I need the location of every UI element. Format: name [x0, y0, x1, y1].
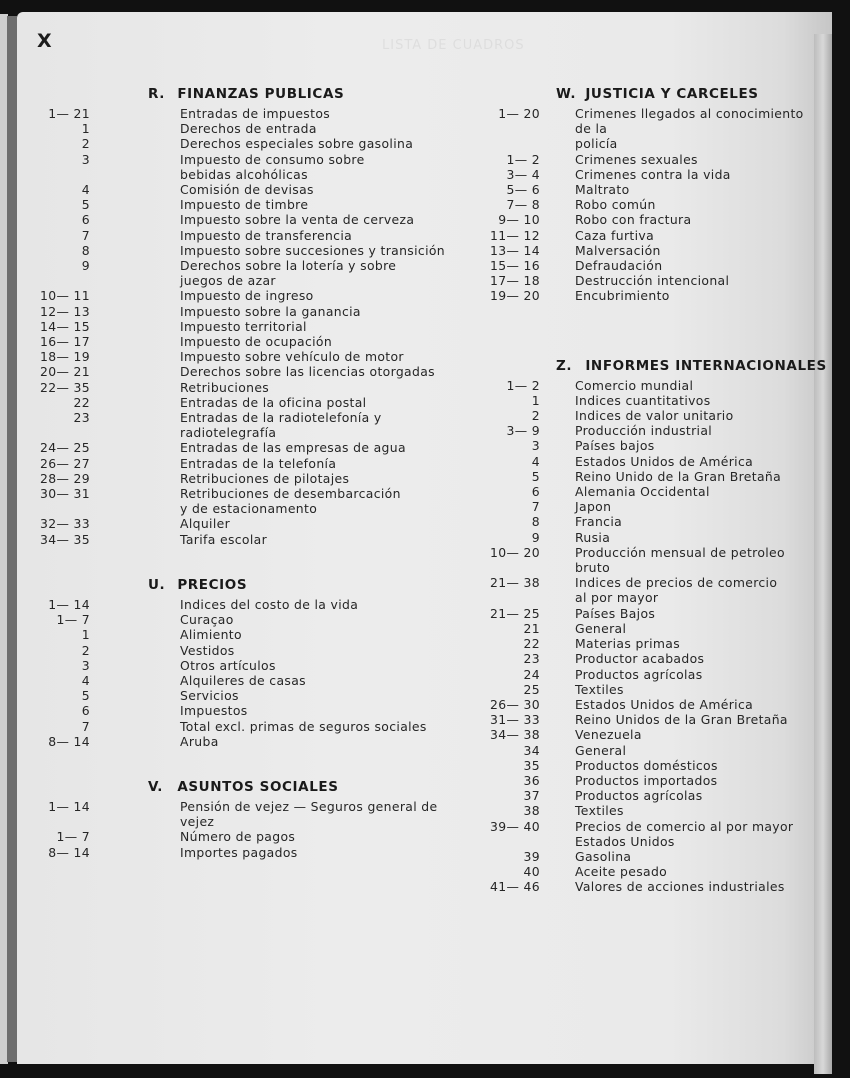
table-number: 2 [531, 408, 540, 424]
table-title: Robo común [575, 197, 656, 213]
table-title: Reino Unido de la Gran Bretaña [575, 468, 782, 484]
table-number: 25 [523, 681, 540, 697]
table-number: 3 [81, 657, 90, 673]
table-number: 7— 8 [506, 197, 540, 213]
section-heading [30, 82, 450, 106]
page-number: X [37, 30, 52, 52]
table-number: 22 [523, 636, 540, 652]
table-title: Indices cuantitativos [575, 392, 711, 408]
table-number: 10— 20 [490, 544, 540, 560]
table-number: 34 [523, 742, 540, 758]
table-list-entry [470, 273, 815, 288]
section-r-finanzas-publicas [30, 82, 450, 547]
table-title: Servicios [180, 688, 239, 704]
table-list-entry [30, 197, 450, 212]
table-list-entry [30, 799, 450, 814]
table-title: Rusia [575, 529, 611, 545]
table-number: 8 [531, 514, 540, 530]
table-title: Derechos de entrada [180, 121, 317, 137]
table-title: Aruba [180, 733, 219, 749]
table-number: 4 [81, 182, 90, 198]
table-list-entry [470, 651, 815, 666]
table-title: Defraudación [575, 258, 663, 274]
page-gutter-edge [814, 34, 832, 1074]
table-list-entry [30, 410, 450, 425]
table-number: 21 [523, 620, 540, 636]
table-list-entry [30, 612, 450, 627]
left-column [30, 82, 450, 860]
table-number: 7 [81, 718, 90, 734]
table-title: Impuesto sobre la venta de cerveza [180, 212, 415, 228]
table-number: 15— 16 [490, 258, 540, 274]
table-title: policía [575, 136, 618, 152]
table-list-entry [30, 486, 450, 501]
table-number: 16— 17 [40, 334, 90, 350]
table-title: Vestidos [180, 642, 235, 658]
table-number: 36 [523, 772, 540, 788]
table-number: 1— 7 [56, 829, 90, 845]
table-title: Robo con fractura [575, 212, 692, 228]
table-title: Impuesto de transferencia [180, 227, 353, 243]
table-list-entry [470, 167, 815, 182]
table-list-entry [30, 106, 450, 121]
table-number: 34— 38 [490, 727, 540, 743]
table-title: Impuesto sobre la ganancia [180, 303, 361, 319]
table-list-entry [30, 845, 450, 860]
table-list-entry [470, 423, 815, 438]
table-list-entry [470, 408, 815, 423]
table-list-entry [30, 597, 450, 612]
section-title-text: PRECIOS [177, 576, 248, 593]
table-list-entry [470, 727, 815, 742]
table-title: Textiles [575, 681, 624, 697]
table-title: Importes pagados [180, 844, 298, 860]
table-title: Crimenes llegados al conocimiento de la [575, 106, 808, 137]
table-list-entry [30, 719, 450, 734]
table-title: radiotelegrafía [180, 425, 277, 441]
table-number [470, 590, 540, 605]
table-list-entry [30, 532, 450, 547]
table-number: 5 [81, 197, 90, 213]
table-list-entry [470, 849, 815, 864]
table-list-entry [30, 243, 450, 258]
table-list-entry [470, 788, 815, 803]
table-list-entry [30, 734, 450, 749]
table-title: bebidas alcohólicas [180, 166, 308, 182]
table-list-entry [30, 516, 450, 531]
table-number [30, 425, 90, 440]
table-list-entry [470, 712, 815, 727]
show-through-header: LISTA DE CUADROS [382, 38, 525, 53]
table-title: Tarifa escolar [180, 531, 268, 547]
section-v-asuntos-sociales [30, 775, 450, 860]
table-title: Impuesto de timbre [180, 197, 309, 213]
table-number: 17— 18 [490, 273, 540, 289]
table-title: Productos agrícolas [575, 666, 703, 682]
table-number [30, 167, 90, 182]
table-number: 40 [523, 864, 540, 880]
table-list-entry [470, 469, 815, 484]
table-title: Impuesto territorial [180, 318, 307, 334]
table-list-entry [470, 530, 815, 545]
table-number: 8— 14 [48, 844, 90, 860]
section-letter: W. [556, 86, 577, 102]
table-list-entry [470, 182, 815, 197]
table-list [30, 106, 450, 547]
table-list-entry [470, 879, 815, 894]
table-list-entry [30, 304, 450, 319]
table-number: 22 [73, 394, 90, 410]
table-number: 5— 6 [506, 182, 540, 198]
table-number: 3— 4 [506, 166, 540, 182]
table-title: Derechos sobre las licencias otorgadas [180, 364, 435, 380]
table-number: 37 [523, 788, 540, 804]
table-title: Indices de precios de comercio [575, 575, 778, 591]
table-list-entry [470, 682, 815, 697]
table-number [470, 136, 540, 151]
table-list-entry [30, 425, 450, 440]
section-heading [30, 573, 450, 597]
table-number [30, 501, 90, 516]
table-number: 21— 38 [490, 575, 540, 591]
section-letter: Z. [556, 357, 573, 374]
table-number: 32— 33 [40, 516, 90, 532]
table-number: 39— 40 [490, 818, 540, 834]
table-list-entry [470, 636, 815, 651]
table-title: vejez [180, 814, 215, 830]
table-number: 1— 20 [498, 106, 540, 121]
table-number: 23 [523, 651, 540, 667]
table-number: 34— 35 [40, 531, 90, 547]
table-number: 21— 25 [490, 605, 540, 621]
table-title: Caza furtiva [575, 227, 655, 243]
table-number: 5 [531, 468, 540, 484]
section-u-precios [30, 573, 450, 749]
table-list-entry [30, 501, 450, 516]
table-title: Malversación [575, 242, 661, 258]
table-title: Retribuciones [180, 379, 270, 395]
table-number: 7 [531, 499, 540, 515]
table-list-entry [30, 673, 450, 688]
table-number [30, 273, 90, 288]
table-list-entry [470, 819, 815, 834]
table-title: Aceite pesado [575, 864, 668, 880]
table-title: Valores de acciones industriales [575, 879, 785, 895]
table-list-entry [30, 258, 450, 273]
table-number: 5 [81, 688, 90, 704]
section-title-text: INFORMES INTERNACIONALES [585, 357, 827, 374]
table-title: Alquiler [180, 516, 231, 532]
table-number: 1— 14 [48, 798, 90, 814]
table-list-entry [30, 395, 450, 410]
table-list-entry [470, 228, 815, 243]
table-title: Estados Unidos [575, 833, 675, 849]
section-letter: U. [148, 576, 166, 593]
table-number: 39 [523, 848, 540, 864]
table-number: 28— 29 [40, 470, 90, 486]
right-column [470, 82, 827, 895]
table-number: 6 [81, 703, 90, 719]
table-title: Países bajos [575, 438, 655, 454]
table-title: Gasolina [575, 848, 632, 864]
table-title: y de estacionamento [180, 501, 318, 517]
table-number: 24 [523, 666, 540, 682]
table-number: 26— 30 [490, 696, 540, 712]
table-list-entry [30, 627, 450, 642]
table-title: Impuesto de ocupación [180, 334, 333, 350]
table-number: 6 [531, 484, 540, 500]
table-title: Impuesto de ingreso [180, 288, 314, 304]
table-list-entry [470, 697, 815, 712]
table-list-entry [30, 658, 450, 673]
table-title: Precios de comercio al por mayor [575, 818, 794, 834]
table-number: 8— 14 [48, 733, 90, 749]
table-number: 3 [531, 438, 540, 454]
table-number: 20— 21 [40, 364, 90, 380]
table-title: Alemania Occidental [575, 484, 710, 500]
table-number: 31— 33 [490, 712, 540, 728]
table-number: 19— 20 [490, 288, 540, 304]
table-list-entry [470, 438, 815, 453]
section-w-justicia-y-carceles [470, 82, 815, 304]
table-number: 9 [81, 258, 90, 274]
table-list-entry [30, 829, 450, 844]
table-list-entry [30, 688, 450, 703]
table-title: Crimenes sexuales [575, 151, 698, 167]
table-title: Destrucción intencional [575, 273, 730, 289]
table-title: Maltrato [575, 182, 630, 198]
table-number: 30— 31 [40, 486, 90, 502]
table-list [30, 799, 450, 860]
table-title: General [575, 620, 627, 636]
table-number [30, 814, 90, 829]
section-heading [30, 775, 450, 799]
table-title: General [575, 742, 627, 758]
table-title: Crimenes contra la vida [575, 166, 731, 182]
binding-shadow [7, 16, 17, 1062]
table-list-entry [30, 440, 450, 455]
table-list-entry [470, 288, 815, 303]
table-title: Estados Unidos de América [575, 696, 754, 712]
table-list-entry [30, 643, 450, 658]
table-number: 4 [81, 672, 90, 688]
table-number: 2 [81, 136, 90, 152]
table-list-entry [470, 499, 815, 514]
table-number: 1 [81, 627, 90, 643]
table-title: Francia [575, 514, 623, 530]
table-number: 3— 9 [506, 423, 540, 439]
table-number: 4 [531, 453, 540, 469]
table-title: juegos de azar [180, 273, 276, 289]
table-list-entry [470, 621, 815, 636]
table-list-entry [30, 334, 450, 349]
table-number: 38 [523, 803, 540, 819]
section-title-text: JUSTICIA Y CARCELES [585, 86, 759, 102]
table-list-entry [470, 152, 815, 167]
table-title: Países Bajos [575, 605, 656, 621]
table-number: 13— 14 [490, 242, 540, 258]
table-number: 1 [81, 121, 90, 137]
section-z-informes-internacionales [470, 354, 827, 895]
table-title: Encubrimiento [575, 288, 670, 304]
section-title-text: ASUNTOS SOCIALES [177, 778, 339, 795]
table-list-entry [470, 197, 815, 212]
table-list [30, 597, 450, 749]
table-title: Entradas de impuestos [180, 106, 331, 121]
table-list-entry [30, 349, 450, 364]
table-number: 41— 46 [490, 879, 540, 895]
table-title: Entradas de la telefonía [180, 455, 337, 471]
table-title: Alimiento [180, 627, 242, 643]
table-number: 12— 13 [40, 303, 90, 319]
table-title: Pensión de vejez — Seguros general de [180, 798, 438, 814]
table-list-entry [470, 864, 815, 879]
table-list-entry [470, 743, 815, 758]
table-list-entry [470, 773, 815, 788]
table-title: Total excl. primas de seguros sociales [180, 718, 427, 734]
table-title: al por mayor [575, 590, 659, 606]
table-number: 35 [523, 757, 540, 773]
table-title: Comercio mundial [575, 377, 694, 393]
table-list-entry [30, 167, 450, 182]
table-list-entry [470, 545, 815, 575]
table-list-entry [30, 182, 450, 197]
section-heading [470, 354, 827, 378]
table-title: Productor acabados [575, 651, 705, 667]
table-title: Entradas de las empresas de agua [180, 440, 406, 456]
table-number: 18— 19 [40, 349, 90, 365]
table-number: 22— 35 [40, 379, 90, 395]
table-number: 9— 10 [498, 212, 540, 228]
table-title: Impuesto sobre vehículo de motor [180, 349, 404, 365]
section-letter: R. [148, 86, 165, 102]
table-list-entry [470, 258, 815, 273]
table-title: Alquileres de casas [180, 672, 306, 688]
table-title: Productos agrícolas [575, 788, 703, 804]
table-list-entry [470, 212, 815, 227]
table-number: 1— 2 [506, 151, 540, 167]
table-number: 7 [81, 227, 90, 243]
table-list-entry [30, 228, 450, 243]
table-list-entry [470, 484, 815, 499]
table-number: 1— 21 [48, 106, 90, 121]
table-title: Impuesto sobre succesiones y transición [180, 242, 445, 258]
table-list-entry [30, 121, 450, 136]
table-title: Retribuciones de desembarcación [180, 486, 401, 502]
table-list [470, 106, 815, 304]
section-title-text: FINANZAS PUBLICAS [177, 86, 345, 102]
table-list-entry [470, 454, 815, 469]
table-list-entry [30, 703, 450, 718]
table-list-entry [470, 606, 815, 621]
table-title: Reino Unidos de la Gran Bretaña [575, 712, 788, 728]
table-list [470, 378, 815, 895]
table-list-entry [470, 834, 815, 849]
table-number [470, 834, 540, 849]
table-title: Comisión de devisas [180, 182, 314, 198]
table-number: 24— 25 [40, 440, 90, 456]
table-title: Curaçao [180, 612, 234, 628]
table-number: 9 [531, 529, 540, 545]
table-number: 1— 2 [506, 377, 540, 393]
table-number: 1— 14 [48, 596, 90, 612]
table-number: 1— 7 [56, 612, 90, 628]
table-title: Producción industrial [575, 423, 713, 439]
table-title: Impuesto de consumo sobre [180, 151, 365, 167]
table-number: 6 [81, 212, 90, 228]
table-number: 26— 27 [40, 455, 90, 471]
table-title: Productos domésticos [575, 757, 718, 773]
table-number: 1 [531, 392, 540, 408]
table-list-entry [470, 514, 815, 529]
table-list-entry [470, 378, 815, 393]
section-letter: V. [148, 778, 164, 795]
table-list-entry [30, 136, 450, 151]
table-list-entry [30, 288, 450, 303]
table-list-entry [470, 667, 815, 682]
table-title: Estados Unidos de América [575, 453, 754, 469]
table-title: Venezuela [575, 727, 642, 743]
table-list-entry [470, 106, 815, 136]
table-list-entry [470, 590, 815, 605]
table-list-entry [30, 471, 450, 486]
table-list-entry [470, 243, 815, 258]
table-number: 14— 15 [40, 318, 90, 334]
table-title: Indices del costo de la vida [180, 596, 359, 612]
table-title: Textiles [575, 803, 624, 819]
table-title: Entradas de la oficina postal [180, 394, 367, 410]
table-list-entry [30, 456, 450, 471]
table-number: 2 [81, 642, 90, 658]
table-list-entry [30, 212, 450, 227]
table-list-entry [30, 273, 450, 288]
table-list-entry [30, 364, 450, 379]
table-title: Otros artículos [180, 657, 276, 673]
table-list-entry [470, 575, 815, 590]
table-title: Entradas de la radiotelefonía y [180, 410, 382, 426]
table-title: Producción mensual de petroleo bruto [575, 544, 790, 576]
table-title: Retribuciones de pilotajes [180, 470, 350, 486]
table-title: Indices de valor unitario [575, 408, 734, 424]
section-heading [470, 82, 815, 106]
table-title: Productos importados [575, 772, 718, 788]
table-list-entry [30, 152, 450, 167]
table-number: 3 [81, 151, 90, 167]
table-title: Derechos sobre la lotería y sobre [180, 258, 397, 274]
table-list-entry [470, 803, 815, 818]
table-list-entry [470, 393, 815, 408]
table-list-entry [470, 136, 815, 151]
table-list-entry [30, 319, 450, 334]
table-number: 23 [73, 410, 90, 426]
table-title: Japon [575, 499, 612, 515]
table-number: 11— 12 [490, 227, 540, 243]
table-number: 8 [81, 242, 90, 258]
table-number: 10— 11 [40, 288, 90, 304]
table-title: Impuestos [180, 703, 248, 719]
table-title: Derechos especiales sobre gasolina [180, 136, 414, 152]
table-list-entry [470, 758, 815, 773]
table-title: Materias primas [575, 636, 681, 652]
table-list-entry [30, 814, 450, 829]
table-list-entry [30, 380, 450, 395]
table-title: Número de pagos [180, 829, 296, 845]
